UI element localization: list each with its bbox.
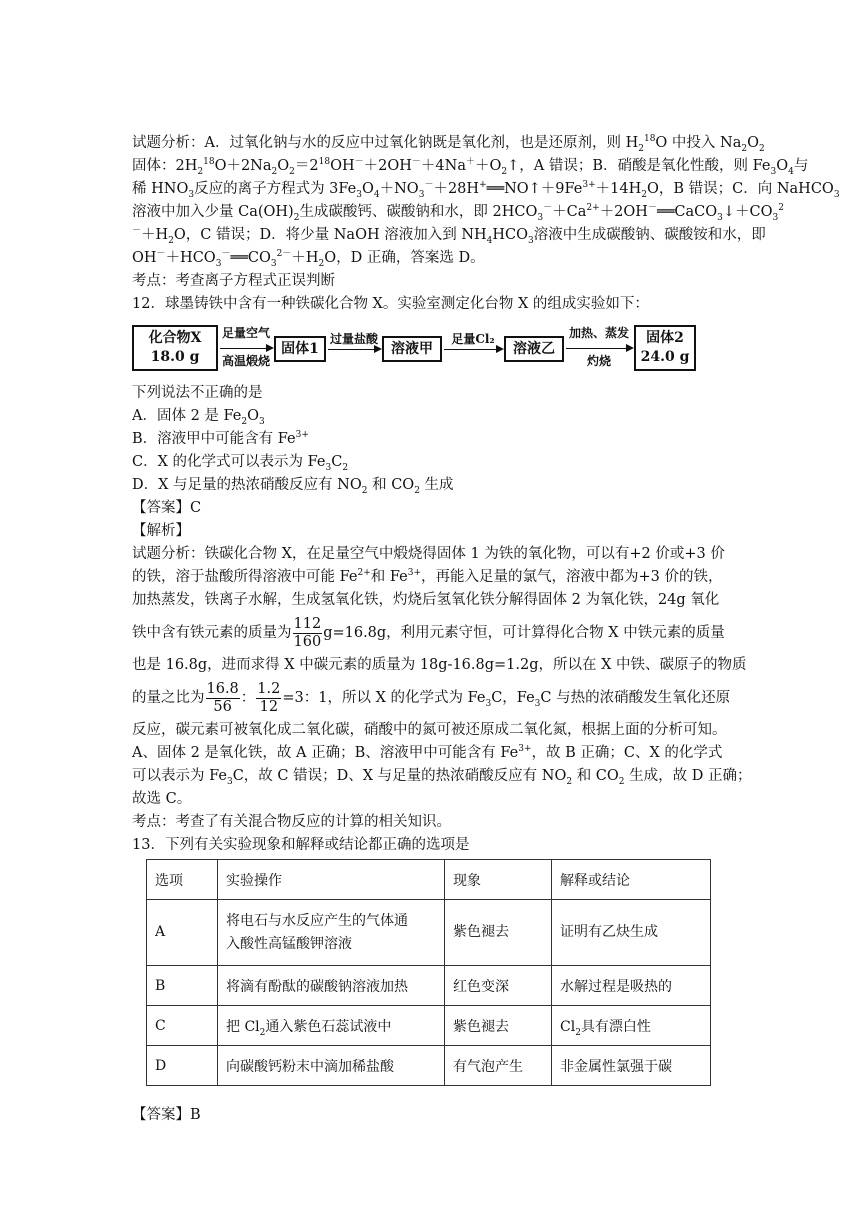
text-line: 加热蒸发，铁离子水解，生成氢氧化铁，灼烧后氢氧化铁分解得固体 2 为氧化铁，24g 氧化	[132, 592, 720, 608]
experiment-flow-diagram	[132, 322, 732, 376]
table-row	[147, 966, 711, 1006]
q12-question: 下列说法不正确的是	[132, 385, 263, 401]
ratio-separator: ：	[240, 690, 256, 706]
table-header-cell: 选项	[147, 860, 218, 900]
text-span: 的量之比为	[132, 690, 205, 706]
text-line: 溶液中加入少量 $Ca(OH)_2$生成碳酸钙、碳酸钠和水，即 $2HCO_3^-+Ca^{2+}+2OH^-══CaCO_3↓+CO_3^2$	[132, 203, 784, 223]
arrow-label-bottom: 灼烧	[586, 354, 611, 368]
fraction-denominator: 56	[213, 698, 232, 715]
table-cell: 向碳酸钙粉末中滴加稀盐酸	[218, 1046, 445, 1086]
q11-analysis	[132, 132, 840, 270]
q11-point: 考点：考查离子方程式正误判断	[132, 273, 335, 289]
table-header-cell: 现象	[445, 860, 552, 900]
text-span: =3：1，所以 X 的化学式为 $Fe_3C$，$Fe_3C$ 与热的浓硝酸发生氧化还原	[282, 690, 731, 709]
flow-box-solid-2	[634, 325, 696, 371]
fraction-numerator: 112	[293, 615, 322, 632]
flow-box-solution-b	[504, 336, 564, 362]
text-line: 试题分析：铁碳化合物 X，在足量空气中煅烧得固体 1 为铁的氧化物，可以有+2 价或+3 价	[132, 546, 725, 562]
table-cell: 证明有乙炔生成	[552, 900, 711, 966]
flow-box-label: 化合物X	[148, 330, 202, 346]
table-header-row	[147, 860, 711, 900]
flow-box-mass: 24.0 g	[640, 349, 690, 365]
arrow-label-top: 足量空气	[221, 326, 270, 340]
table-cell: 将电石与水反应产生的气体通 入酸性高锰酸钾溶液	[218, 900, 445, 966]
text-line: 故选 C。	[132, 791, 192, 807]
flow-box-label: 固体2	[646, 330, 684, 346]
fraction-numerator: 16.8	[206, 680, 239, 697]
text-span: g=16.8g，利用元素守恒，可计算得化合物 X 中铁元素的质量	[323, 625, 725, 641]
table-cell: 把 $Cl_2$通入紫色石蕊试液中	[218, 1006, 445, 1046]
document-page	[132, 132, 840, 1127]
table-cell: 将滴有酚酞的碳酸钠溶液加热	[218, 966, 445, 1006]
q13-options-table	[146, 859, 711, 1086]
text-line: 稀 $HNO_3$反应的离子方程式为 $3Fe_3O_4+NO_3^-+28H^+══NO↑+9Fe^{3+}+14H_2O$，B 错误；C．向 NaHCO$_3$	[132, 180, 840, 200]
flow-box-label: 固体1	[281, 340, 319, 357]
table-cell: 紫色褪去	[445, 900, 552, 966]
q12-point: 考点：考查了有关混合物反应的计算的相关知识。	[132, 814, 451, 830]
flow-arrow	[444, 349, 502, 350]
text-line: A、固体 2 是氧化铁，故 A 正确；B、溶液甲中可能含有 $Fe^{3+}$，故 B 正确；C、X 的化学式	[132, 744, 723, 761]
table-header-cell: 解释或结论	[552, 860, 711, 900]
option-b: B．溶液甲中可能含有 $Fe^{3+}$	[132, 430, 309, 447]
q12-answer: 【答案】C	[132, 500, 202, 516]
text-line: 也是 16.8g，进而求得 X 中碳元素的质量为 18g-16.8g=1.2g，所以在 X 中铁、碳原子的物质	[132, 657, 747, 673]
arrow-label-top: 加热、蒸发	[568, 326, 629, 340]
arrow-label-top: 过量盐酸	[329, 332, 378, 346]
table-cell: 水解过程是吸热的	[552, 966, 711, 1006]
q12-analysis-header: 【解析】	[132, 523, 190, 539]
flow-arrow	[328, 349, 380, 350]
text-line-with-ratio	[132, 677, 732, 719]
text-line: 试题分析：A．过氧化钠与水的反应中过氧化钠既是氧化剂，也是还原剂，则 $H_2^{18}O$ 中投入 $Na_2O_2$	[132, 134, 765, 154]
fraction-16.8-56	[206, 681, 240, 716]
flow-arrow	[220, 348, 272, 349]
text-line-with-fraction	[132, 612, 732, 654]
table-cell: 紫色褪去	[445, 1006, 552, 1046]
table-row	[147, 900, 711, 966]
flow-box-label: 溶液乙	[513, 340, 555, 357]
table-row	[147, 1006, 711, 1046]
text-line: 的铁，溶于盐酸所得溶液中可能 $Fe^{2+}$和 $Fe^{3+}$，再能入足量的氯气，溶液中都为+3 价的铁，	[132, 568, 723, 585]
text-line: 可以表示为 $Fe_3C$，故 C 错误；D、X 与足量的热浓硝酸反应有 $NO_2$ 和 $CO_2$ 生成，故 D 正确；	[132, 768, 752, 787]
text-span: 铁中含有铁元素的质量为	[132, 625, 292, 641]
fraction-112-160	[293, 616, 323, 651]
text-line: $OH^-+HCO_3^-══CO_3^{2-}+H_2O$，D 正确，答案选 D。	[132, 249, 485, 269]
table-cell: C	[147, 1006, 218, 1046]
flow-box-compound-x	[132, 325, 218, 371]
table-cell: 红色变深	[445, 966, 552, 1006]
table-cell: $Cl_2$具有漂白性	[552, 1006, 711, 1046]
table-cell: 有气泡产生	[445, 1046, 552, 1086]
q13-stem: 13．下列有关实验现象和解释或结论都正确的选项是	[132, 837, 470, 853]
text-line: $^-+H_2O$，C 错误；D．将少量 NaOH 溶液加入到 $NH_4HCO_3$溶液中生成碳酸钠、碳酸铵和水，即	[132, 226, 766, 246]
text-line: 固体：$2H_2^{18}O+2Na_2O_2=2^{18}OH^-+2OH^-+4Na^++O_2↑$，A 错误；B．硝酸是氧化性酸，则 $Fe_3O_4$与	[132, 157, 809, 177]
table-header-cell: 实验操作	[218, 860, 445, 900]
fraction-1.2-12	[256, 681, 281, 716]
text-line: 反应，碳元素可被氧化成二氧化碳，硝酸中的氮可被还原成二氧化氮，根据上面的分析可知。	[132, 722, 727, 738]
fraction-numerator: 1.2	[257, 680, 281, 697]
table-cell: 非金属性氯强于碳	[552, 1046, 711, 1086]
flow-box-solid-1	[274, 336, 326, 362]
option-c: C．X 的化学式可以表示为 $Fe_3C_2$	[132, 454, 349, 473]
table-cell: D	[147, 1046, 218, 1086]
flow-box-mass: 18.0 g	[150, 349, 200, 365]
table-cell: B	[147, 966, 218, 1006]
arrow-label-bottom: 高温煅烧	[221, 354, 270, 368]
table-cell: A	[147, 900, 218, 966]
fraction-denominator: 160	[293, 633, 322, 650]
flow-box-label: 溶液甲	[391, 340, 433, 357]
table-row	[147, 1046, 711, 1086]
fraction-denominator: 12	[259, 698, 279, 715]
flow-box-solution-a	[382, 336, 442, 362]
flow-arrow	[566, 348, 632, 349]
q12-stem: 12．球墨铸铁中含有一种铁碳化合物 X。实验室测定化台物 X 的组成实验如下：	[132, 296, 649, 312]
q13-answer: 【答案】B	[132, 1107, 201, 1123]
option-d: D．X 与足量的热浓硝酸反应有 $NO_2$ 和 $CO_2$ 生成	[132, 477, 454, 496]
arrow-label-top: 足量Cl₂	[451, 332, 495, 346]
option-a: A．固体 2 是 $Fe_2O_3$	[132, 408, 265, 427]
